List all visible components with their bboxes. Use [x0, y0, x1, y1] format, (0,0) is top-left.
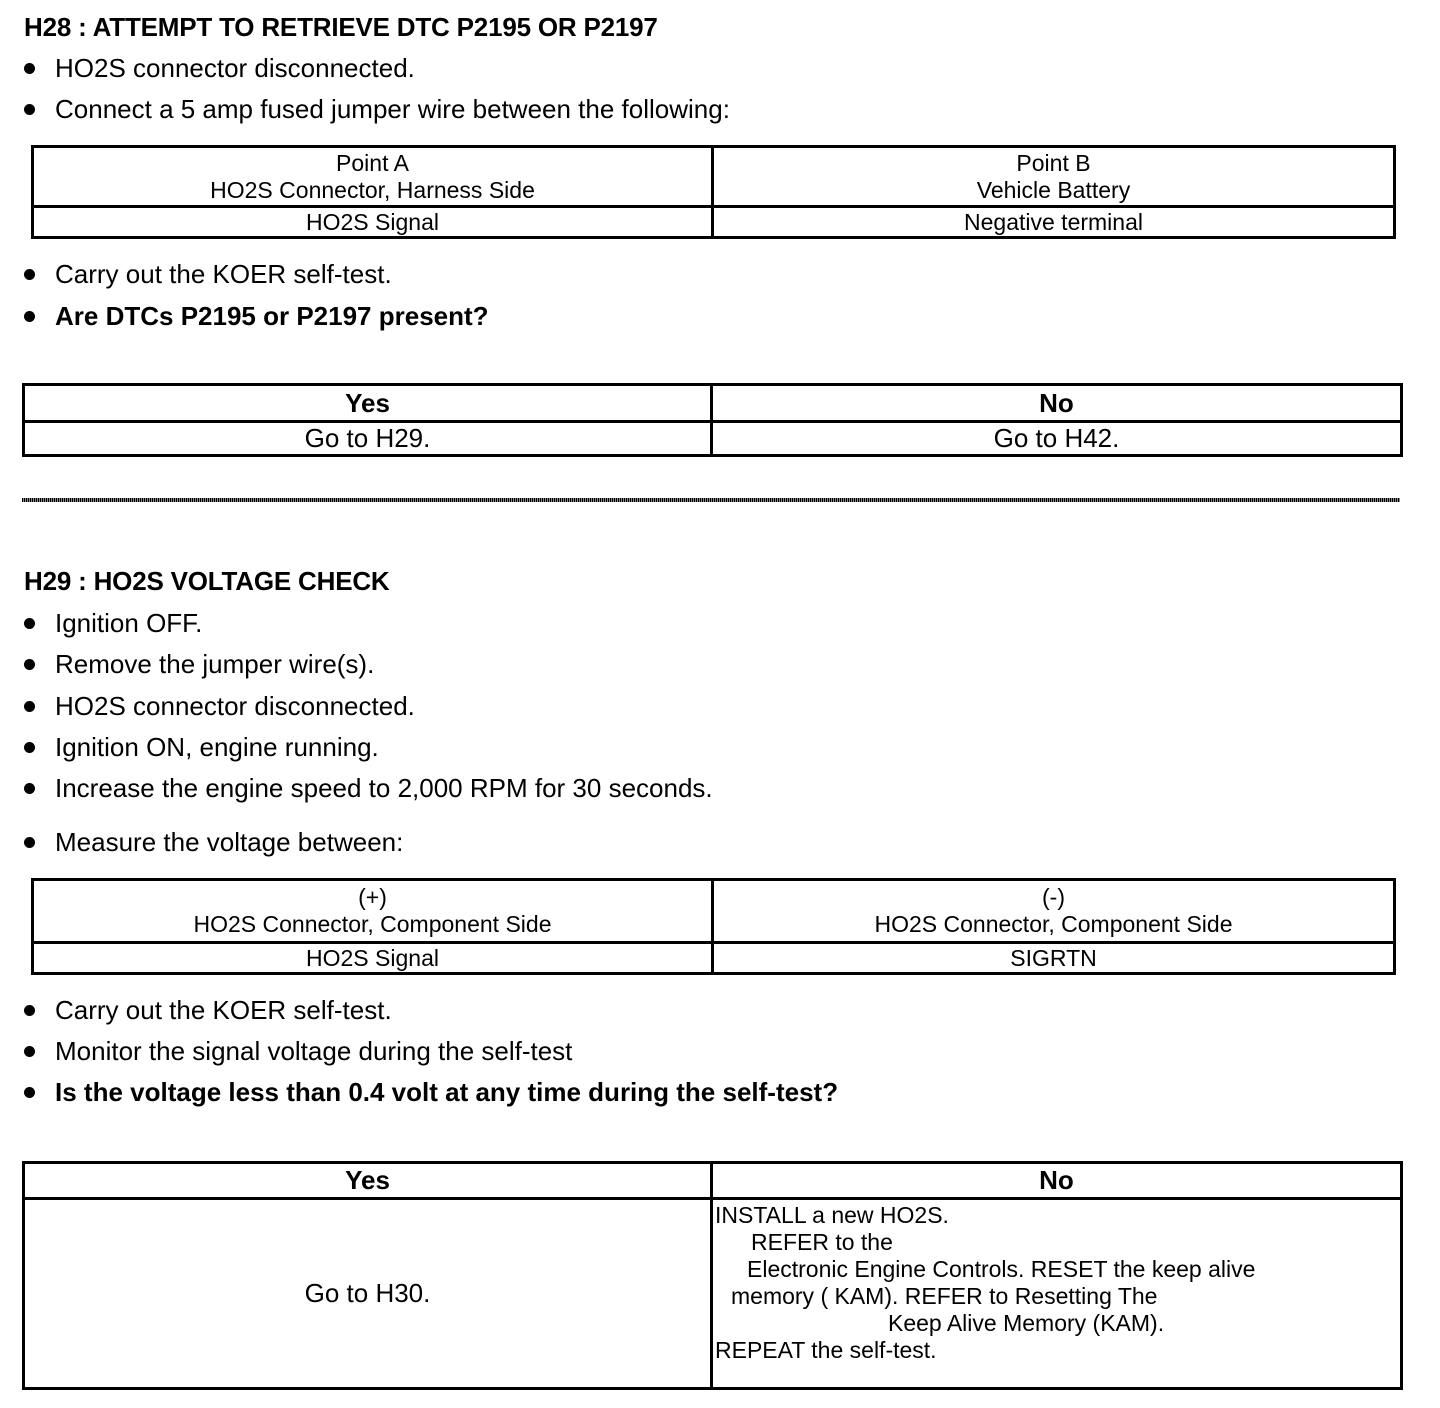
h28-question: Are DTCs P2195 or P2197 present?: [24, 300, 489, 332]
measure-row-b: SIGRTN: [713, 943, 1395, 974]
h29-measure-table: [31, 878, 1396, 975]
measure-col-b-header: (-) HO2S Connector, Component Side: [713, 880, 1395, 943]
bullet-icon: [24, 837, 35, 848]
bullet-icon: [24, 269, 35, 280]
no-line-2: REFER to the: [751, 1229, 893, 1255]
h28-step-2: Connect a 5 amp fused jumper wire between the following:: [24, 93, 730, 125]
jumper-col-b-header: Point B Vehicle Battery: [713, 147, 1395, 207]
h28-step-3: Carry out the KOER self-test.: [24, 258, 392, 290]
bullet-icon: [24, 311, 35, 322]
h29-step-6: Measure the voltage between:: [24, 826, 403, 858]
h29-yes-action: Go to H30.: [24, 1199, 712, 1389]
h29-step-8: Monitor the signal voltage during the self-test: [24, 1035, 572, 1067]
h28-result-table: [22, 383, 1403, 457]
h29-result-table: [22, 1161, 1403, 1390]
bullet-icon: [24, 659, 35, 670]
h28-no-action: Go to H42.: [712, 422, 1402, 456]
bullet-icon: [24, 618, 35, 629]
h29-step-3: HO2S connector disconnected.: [24, 690, 415, 722]
bullet-icon: [24, 701, 35, 712]
bullet-icon: [24, 783, 35, 794]
section-divider: [22, 498, 1400, 502]
jumper-row-b: Negative terminal: [713, 207, 1395, 238]
h29-question: Is the voltage less than 0.4 volt at any time during the self-test?: [24, 1076, 838, 1108]
h29-step-5: Increase the engine speed to 2,000 RPM for 30 seconds.: [24, 772, 713, 804]
jumper-row-a: HO2S Signal: [33, 207, 713, 238]
bullet-icon: [24, 742, 35, 753]
no-line-6: REPEAT the self-test.: [715, 1337, 937, 1363]
h29-step-4: Ignition ON, engine running.: [24, 731, 379, 763]
h28-jumper-table: [31, 145, 1396, 239]
h29-no-action: [712, 1199, 1402, 1389]
no-line-4: memory ( KAM). REFER to Resetting The: [731, 1283, 1158, 1309]
bullet-icon: [24, 104, 35, 115]
no-line-1: INSTALL a new HO2S.: [715, 1202, 949, 1228]
h29-step-2: Remove the jumper wire(s).: [24, 648, 374, 680]
bullet-icon: [24, 1087, 35, 1098]
bullet-icon: [24, 63, 35, 74]
h29-step-1: Ignition OFF.: [24, 607, 202, 639]
bullet-icon: [24, 1005, 35, 1016]
measure-row-a: HO2S Signal: [33, 943, 713, 974]
bullet-icon: [24, 1046, 35, 1057]
h29-no-header: No: [712, 1163, 1402, 1199]
no-line-5: Keep Alive Memory (KAM).: [888, 1310, 1165, 1336]
h28-title: H28 : ATTEMPT TO RETRIEVE DTC P2195 OR P2197: [24, 12, 658, 42]
measure-col-a-header: (+) HO2S Connector, Component Side: [33, 880, 713, 943]
h28-yes-header: Yes: [24, 385, 712, 422]
h28-no-header: No: [712, 385, 1402, 422]
h28-yes-action: Go to H29.: [24, 422, 712, 456]
h29-yes-header: Yes: [24, 1163, 712, 1199]
jumper-col-a-header: Point A HO2S Connector, Harness Side: [33, 147, 713, 207]
h29-title: H29 : HO2S VOLTAGE CHECK: [24, 566, 390, 596]
no-line-3: Electronic Engine Controls. RESET the keep alive: [747, 1256, 1256, 1282]
h28-step-1: HO2S connector disconnected.: [24, 52, 415, 84]
h29-step-7: Carry out the KOER self-test.: [24, 994, 392, 1026]
